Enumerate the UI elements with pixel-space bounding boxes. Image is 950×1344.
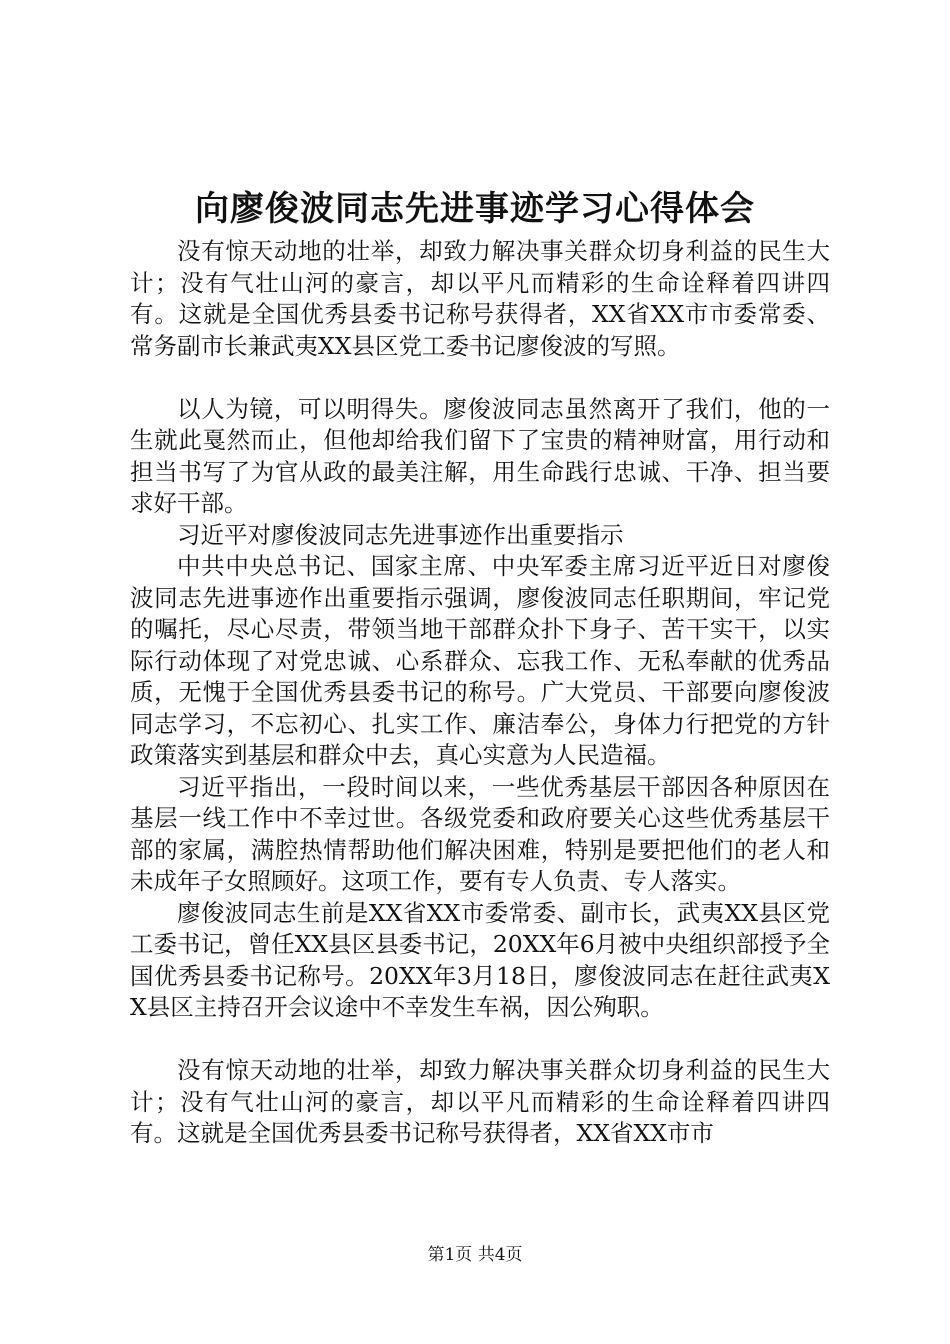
paragraph-spacer bbox=[130, 1024, 830, 1056]
section-heading: 习近平对廖俊波同志先进事迹作出重要指示 bbox=[177, 520, 624, 549]
paragraph-mirror: 以人为镜，可以明得失。廖俊波同志虽然离开了我们，他的一生就此戛然而止，但他却给我们留下了宝贵的精神财富，用行动和担当书写了为官从政的最美注解，用生命践行忠诚、干净、担当要求好干部。 bbox=[130, 394, 830, 517]
paragraph-repeat-intro: 没有惊天动地的壮举，却致力解决事关群众切身利益的民生大计；没有气壮山河的豪言，却以平凡而精彩的生命诠释着四讲四有。这就是全国优秀县委书记称号获得者，XX省XX市市 bbox=[130, 1056, 830, 1147]
document-body bbox=[130, 236, 830, 1150]
paragraph-biography: 廖俊波同志生前是XX省XX市委常委、副市长，武夷XX县区党工委书记，曾任XX县区县委书记，20XX年6月被中央组织部授予全国优秀县委书记称号。20XX年3月18日，廖俊波同志在赶往武夷XX县区主持召开会议途中不幸发生车祸，因公殉职。 bbox=[130, 898, 830, 1021]
paragraph-instruction: 中共中央总书记、国家主席、中央军委主席习近平近日对廖俊波同志先进事迹作出重要指示强调，廖俊波同志任职期间，牢记党的嘱托，尽心尽责，带领当地干部群众扑下身子、苦干实干，以实际行动体现了对党忠诚、心系群众、忘我工作、无私奉献的优秀品质，无愧于全国优秀县委书记的称号。广大党员、干部要向廖俊波同志学习，不忘初心、扎实工作、廉洁奉公，身体力行把党的方针政策落实到基层和群众中去，真心实意为人民造福。 bbox=[130, 552, 830, 769]
paragraph-spacer bbox=[130, 362, 830, 394]
page-footer: 第1页 共4页 bbox=[427, 1245, 523, 1265]
document-title: 向廖俊波同志先进事迹学习心得体会 bbox=[195, 189, 755, 229]
paragraph-intro: 没有惊天动地的壮举，却致力解决事关群众切身利益的民生大计；没有气壮山河的豪言，却以平凡而精彩的生命诠释着四讲四有。这就是全国优秀县委书记称号获得者，XX省XX市市委常委、常务副市长兼武夷XX县区党工委书记廖俊波的写照。 bbox=[130, 237, 830, 360]
paragraph-families: 习近平指出，一段时间以来，一些优秀基层干部因各种原因在基层一线工作中不幸过世。各级党委和政府要关心这些优秀基层干部的家属，满腔热情帮助他们解决困难，特别是要把他们的老人和未成年子女照顾好。这项工作，要有专人负责、专人落实。 bbox=[130, 772, 830, 895]
